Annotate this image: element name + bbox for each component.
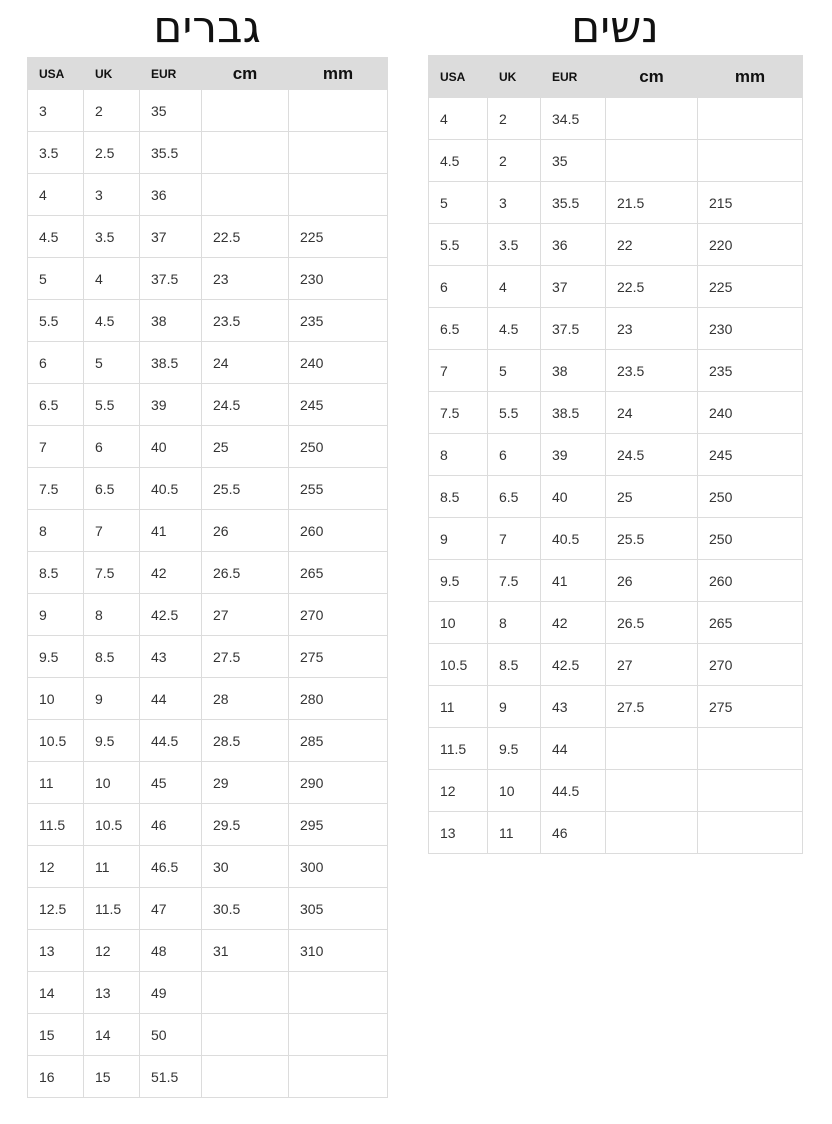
cell-uk: 6.5 <box>488 476 541 518</box>
cell-cm: 29 <box>202 762 289 804</box>
cell-uk: 6 <box>84 426 140 468</box>
cell-uk: 3.5 <box>488 224 541 266</box>
cell-usa: 7 <box>28 426 84 468</box>
cell-mm: 265 <box>289 552 388 594</box>
cell-mm: 225 <box>698 266 803 308</box>
table-row <box>28 174 388 216</box>
cell-cm: 23 <box>202 258 289 300</box>
cell-usa: 9 <box>28 594 84 636</box>
cell-eur: 35 <box>541 140 606 182</box>
column-header-uk: UK <box>84 58 140 90</box>
column-header-mm: mm <box>289 58 388 90</box>
cell-usa: 3 <box>28 90 84 132</box>
cell-mm: 270 <box>289 594 388 636</box>
women-size-section <box>428 0 802 854</box>
cell-mm: 290 <box>289 762 388 804</box>
cell-mm <box>698 770 803 812</box>
cell-cm: 27 <box>202 594 289 636</box>
cell-usa: 15 <box>28 1014 84 1056</box>
cell-cm <box>606 98 698 140</box>
cell-usa: 11 <box>429 686 488 728</box>
cell-uk: 9 <box>488 686 541 728</box>
cell-mm: 240 <box>289 342 388 384</box>
cell-uk: 7.5 <box>84 552 140 594</box>
cell-uk: 4.5 <box>84 300 140 342</box>
table-row <box>429 266 803 308</box>
cell-mm: 250 <box>289 426 388 468</box>
cell-mm: 235 <box>289 300 388 342</box>
cell-mm: 310 <box>289 930 388 972</box>
cell-cm: 23.5 <box>202 300 289 342</box>
cell-cm: 25.5 <box>202 468 289 510</box>
cell-eur: 49 <box>140 972 202 1014</box>
table-row <box>28 300 388 342</box>
cell-usa: 3.5 <box>28 132 84 174</box>
cell-cm: 26 <box>202 510 289 552</box>
cell-uk: 2 <box>488 98 541 140</box>
cell-eur: 38 <box>140 300 202 342</box>
table-row <box>429 644 803 686</box>
cell-usa: 9.5 <box>28 636 84 678</box>
cell-uk: 7 <box>488 518 541 560</box>
cell-uk: 4 <box>488 266 541 308</box>
cell-eur: 43 <box>140 636 202 678</box>
cell-mm: 275 <box>698 686 803 728</box>
column-header-eur: EUR <box>140 58 202 90</box>
cell-usa: 10.5 <box>429 644 488 686</box>
cell-uk: 10 <box>84 762 140 804</box>
cell-mm: 255 <box>289 468 388 510</box>
cell-uk: 8.5 <box>84 636 140 678</box>
table-row <box>28 930 388 972</box>
cell-usa: 8 <box>28 510 84 552</box>
cell-usa: 5.5 <box>429 224 488 266</box>
cell-usa: 10.5 <box>28 720 84 762</box>
cell-cm <box>606 770 698 812</box>
cell-eur: 40.5 <box>541 518 606 560</box>
cell-cm <box>202 132 289 174</box>
table-row <box>28 384 388 426</box>
cell-eur: 42.5 <box>541 644 606 686</box>
cell-cm: 27.5 <box>202 636 289 678</box>
cell-eur: 35 <box>140 90 202 132</box>
cell-cm: 29.5 <box>202 804 289 846</box>
cell-mm: 300 <box>289 846 388 888</box>
cell-usa: 10 <box>28 678 84 720</box>
cell-eur: 37 <box>541 266 606 308</box>
men-table-body <box>28 90 388 1098</box>
table-row <box>28 216 388 258</box>
cell-eur: 44.5 <box>140 720 202 762</box>
cell-eur: 51.5 <box>140 1056 202 1098</box>
cell-eur: 42.5 <box>140 594 202 636</box>
cell-mm <box>698 98 803 140</box>
table-row <box>429 350 803 392</box>
cell-uk: 5 <box>84 342 140 384</box>
cell-eur: 45 <box>140 762 202 804</box>
cell-cm <box>202 972 289 1014</box>
cell-usa: 11.5 <box>429 728 488 770</box>
table-row <box>28 636 388 678</box>
table-row <box>28 132 388 174</box>
cell-cm: 22.5 <box>606 266 698 308</box>
cell-cm: 26.5 <box>606 602 698 644</box>
cell-uk: 15 <box>84 1056 140 1098</box>
cell-cm <box>202 90 289 132</box>
cell-eur: 36 <box>140 174 202 216</box>
header-row <box>429 56 803 98</box>
cell-cm: 24.5 <box>606 434 698 476</box>
cell-uk: 3.5 <box>84 216 140 258</box>
table-row <box>28 720 388 762</box>
cell-eur: 43 <box>541 686 606 728</box>
table-row <box>429 770 803 812</box>
cell-uk: 7.5 <box>488 560 541 602</box>
cell-uk: 5 <box>488 350 541 392</box>
cell-mm <box>698 140 803 182</box>
cell-usa: 13 <box>28 930 84 972</box>
table-row <box>429 98 803 140</box>
column-header-cm: cm <box>202 58 289 90</box>
cell-cm: 24 <box>202 342 289 384</box>
cell-cm <box>202 1056 289 1098</box>
cell-uk: 2 <box>84 90 140 132</box>
cell-uk: 8.5 <box>488 644 541 686</box>
table-row <box>429 518 803 560</box>
cell-usa: 4 <box>28 174 84 216</box>
cell-mm: 235 <box>698 350 803 392</box>
cell-usa: 12 <box>429 770 488 812</box>
cell-eur: 39 <box>140 384 202 426</box>
cell-eur: 50 <box>140 1014 202 1056</box>
cell-cm: 27 <box>606 644 698 686</box>
cell-uk: 13 <box>84 972 140 1014</box>
cell-mm: 285 <box>289 720 388 762</box>
cell-usa: 6.5 <box>429 308 488 350</box>
cell-eur: 44 <box>140 678 202 720</box>
table-row <box>28 90 388 132</box>
header-row <box>28 58 388 90</box>
cell-usa: 16 <box>28 1056 84 1098</box>
table-row <box>28 342 388 384</box>
cell-usa: 8.5 <box>429 476 488 518</box>
cell-usa: 6.5 <box>28 384 84 426</box>
cell-mm <box>289 1056 388 1098</box>
cell-cm: 25 <box>202 426 289 468</box>
table-row <box>28 510 388 552</box>
cell-cm <box>202 174 289 216</box>
cell-mm <box>289 1014 388 1056</box>
cell-cm: 23.5 <box>606 350 698 392</box>
cell-eur: 37 <box>140 216 202 258</box>
cell-mm: 230 <box>698 308 803 350</box>
cell-uk: 7 <box>84 510 140 552</box>
cell-mm <box>698 812 803 854</box>
cell-usa: 12.5 <box>28 888 84 930</box>
cell-mm: 270 <box>698 644 803 686</box>
cell-mm: 250 <box>698 518 803 560</box>
women-size-table <box>428 55 803 854</box>
table-row <box>429 812 803 854</box>
table-row <box>429 308 803 350</box>
column-header-usa: USA <box>28 58 84 90</box>
cell-cm: 27.5 <box>606 686 698 728</box>
cell-eur: 40.5 <box>140 468 202 510</box>
cell-cm <box>606 140 698 182</box>
cell-mm: 220 <box>698 224 803 266</box>
cell-eur: 46.5 <box>140 846 202 888</box>
cell-mm: 260 <box>698 560 803 602</box>
table-row <box>28 426 388 468</box>
table-row <box>28 468 388 510</box>
cell-mm <box>698 728 803 770</box>
column-header-mm: mm <box>698 56 803 98</box>
table-row <box>429 434 803 476</box>
cell-eur: 35.5 <box>541 182 606 224</box>
cell-mm <box>289 174 388 216</box>
cell-cm: 25.5 <box>606 518 698 560</box>
cell-usa: 5 <box>429 182 488 224</box>
cell-eur: 38 <box>541 350 606 392</box>
cell-eur: 41 <box>140 510 202 552</box>
cell-mm <box>289 90 388 132</box>
table-row <box>28 846 388 888</box>
cell-usa: 4.5 <box>429 140 488 182</box>
cell-eur: 38.5 <box>541 392 606 434</box>
cell-eur: 40 <box>140 426 202 468</box>
cell-mm: 245 <box>289 384 388 426</box>
cell-mm: 245 <box>698 434 803 476</box>
table-row <box>429 602 803 644</box>
column-header-eur: EUR <box>541 56 606 98</box>
cell-uk: 9 <box>84 678 140 720</box>
cell-cm: 22.5 <box>202 216 289 258</box>
cell-usa: 13 <box>429 812 488 854</box>
cell-cm: 26 <box>606 560 698 602</box>
cell-eur: 36 <box>541 224 606 266</box>
cell-usa: 14 <box>28 972 84 1014</box>
table-row <box>28 804 388 846</box>
cell-eur: 44 <box>541 728 606 770</box>
cell-uk: 6.5 <box>84 468 140 510</box>
women-table-header <box>429 56 803 98</box>
men-size-table <box>27 57 388 1098</box>
cell-eur: 39 <box>541 434 606 476</box>
cell-uk: 5.5 <box>84 384 140 426</box>
cell-cm: 22 <box>606 224 698 266</box>
table-row <box>429 686 803 728</box>
cell-usa: 12 <box>28 846 84 888</box>
table-row <box>28 972 388 1014</box>
cell-usa: 9 <box>429 518 488 560</box>
men-size-section <box>27 0 387 1098</box>
cell-eur: 42 <box>140 552 202 594</box>
table-row <box>28 678 388 720</box>
cell-cm: 24.5 <box>202 384 289 426</box>
cell-usa: 7.5 <box>28 468 84 510</box>
cell-eur: 37.5 <box>140 258 202 300</box>
cell-uk: 3 <box>488 182 541 224</box>
cell-cm <box>606 812 698 854</box>
cell-eur: 41 <box>541 560 606 602</box>
table-row <box>28 1014 388 1056</box>
cell-eur: 38.5 <box>140 342 202 384</box>
cell-usa: 11 <box>28 762 84 804</box>
cell-eur: 37.5 <box>541 308 606 350</box>
cell-mm: 230 <box>289 258 388 300</box>
cell-cm: 26.5 <box>202 552 289 594</box>
cell-usa: 10 <box>429 602 488 644</box>
cell-eur: 42 <box>541 602 606 644</box>
cell-mm: 305 <box>289 888 388 930</box>
cell-uk: 2 <box>488 140 541 182</box>
table-row <box>429 224 803 266</box>
cell-cm: 28.5 <box>202 720 289 762</box>
cell-eur: 34.5 <box>541 98 606 140</box>
table-row <box>28 1056 388 1098</box>
cell-uk: 14 <box>84 1014 140 1056</box>
cell-usa: 8 <box>429 434 488 476</box>
cell-uk: 8 <box>84 594 140 636</box>
cell-cm: 30.5 <box>202 888 289 930</box>
cell-mm: 240 <box>698 392 803 434</box>
cell-usa: 7 <box>429 350 488 392</box>
cell-uk: 11 <box>84 846 140 888</box>
women-title: נשים <box>571 2 659 53</box>
cell-cm: 28 <box>202 678 289 720</box>
cell-eur: 46 <box>541 812 606 854</box>
men-table-header <box>28 58 388 90</box>
cell-uk: 4.5 <box>488 308 541 350</box>
cell-uk: 10 <box>488 770 541 812</box>
cell-eur: 44.5 <box>541 770 606 812</box>
women-table-body <box>429 98 803 854</box>
cell-usa: 4 <box>429 98 488 140</box>
table-row <box>28 762 388 804</box>
cell-mm: 215 <box>698 182 803 224</box>
table-row <box>28 258 388 300</box>
cell-mm <box>289 972 388 1014</box>
cell-usa: 6 <box>28 342 84 384</box>
cell-mm: 295 <box>289 804 388 846</box>
cell-uk: 2.5 <box>84 132 140 174</box>
cell-uk: 9.5 <box>84 720 140 762</box>
table-row <box>28 594 388 636</box>
cell-cm: 23 <box>606 308 698 350</box>
cell-usa: 6 <box>429 266 488 308</box>
cell-mm: 250 <box>698 476 803 518</box>
cell-mm: 280 <box>289 678 388 720</box>
cell-uk: 11 <box>488 812 541 854</box>
cell-uk: 3 <box>84 174 140 216</box>
cell-eur: 46 <box>140 804 202 846</box>
cell-cm <box>202 1014 289 1056</box>
column-header-uk: UK <box>488 56 541 98</box>
cell-eur: 47 <box>140 888 202 930</box>
cell-usa: 5.5 <box>28 300 84 342</box>
cell-eur: 40 <box>541 476 606 518</box>
cell-mm <box>289 132 388 174</box>
cell-usa: 11.5 <box>28 804 84 846</box>
table-row <box>429 728 803 770</box>
men-title: גברים <box>153 2 261 53</box>
cell-eur: 48 <box>140 930 202 972</box>
cell-cm: 30 <box>202 846 289 888</box>
cell-usa: 8.5 <box>28 552 84 594</box>
cell-uk: 10.5 <box>84 804 140 846</box>
cell-cm: 24 <box>606 392 698 434</box>
cell-mm: 225 <box>289 216 388 258</box>
cell-uk: 9.5 <box>488 728 541 770</box>
cell-usa: 5 <box>28 258 84 300</box>
cell-cm <box>606 728 698 770</box>
table-row <box>28 552 388 594</box>
cell-mm: 265 <box>698 602 803 644</box>
cell-mm: 275 <box>289 636 388 678</box>
table-row <box>429 140 803 182</box>
cell-uk: 11.5 <box>84 888 140 930</box>
cell-mm: 260 <box>289 510 388 552</box>
cell-uk: 6 <box>488 434 541 476</box>
table-row <box>429 476 803 518</box>
cell-cm: 25 <box>606 476 698 518</box>
column-header-usa: USA <box>429 56 488 98</box>
cell-uk: 8 <box>488 602 541 644</box>
column-header-cm: cm <box>606 56 698 98</box>
cell-uk: 5.5 <box>488 392 541 434</box>
cell-uk: 4 <box>84 258 140 300</box>
cell-uk: 12 <box>84 930 140 972</box>
cell-usa: 4.5 <box>28 216 84 258</box>
cell-eur: 35.5 <box>140 132 202 174</box>
cell-cm: 31 <box>202 930 289 972</box>
table-row <box>429 182 803 224</box>
table-row <box>28 888 388 930</box>
table-row <box>429 392 803 434</box>
cell-cm: 21.5 <box>606 182 698 224</box>
cell-usa: 7.5 <box>429 392 488 434</box>
table-row <box>429 560 803 602</box>
cell-usa: 9.5 <box>429 560 488 602</box>
